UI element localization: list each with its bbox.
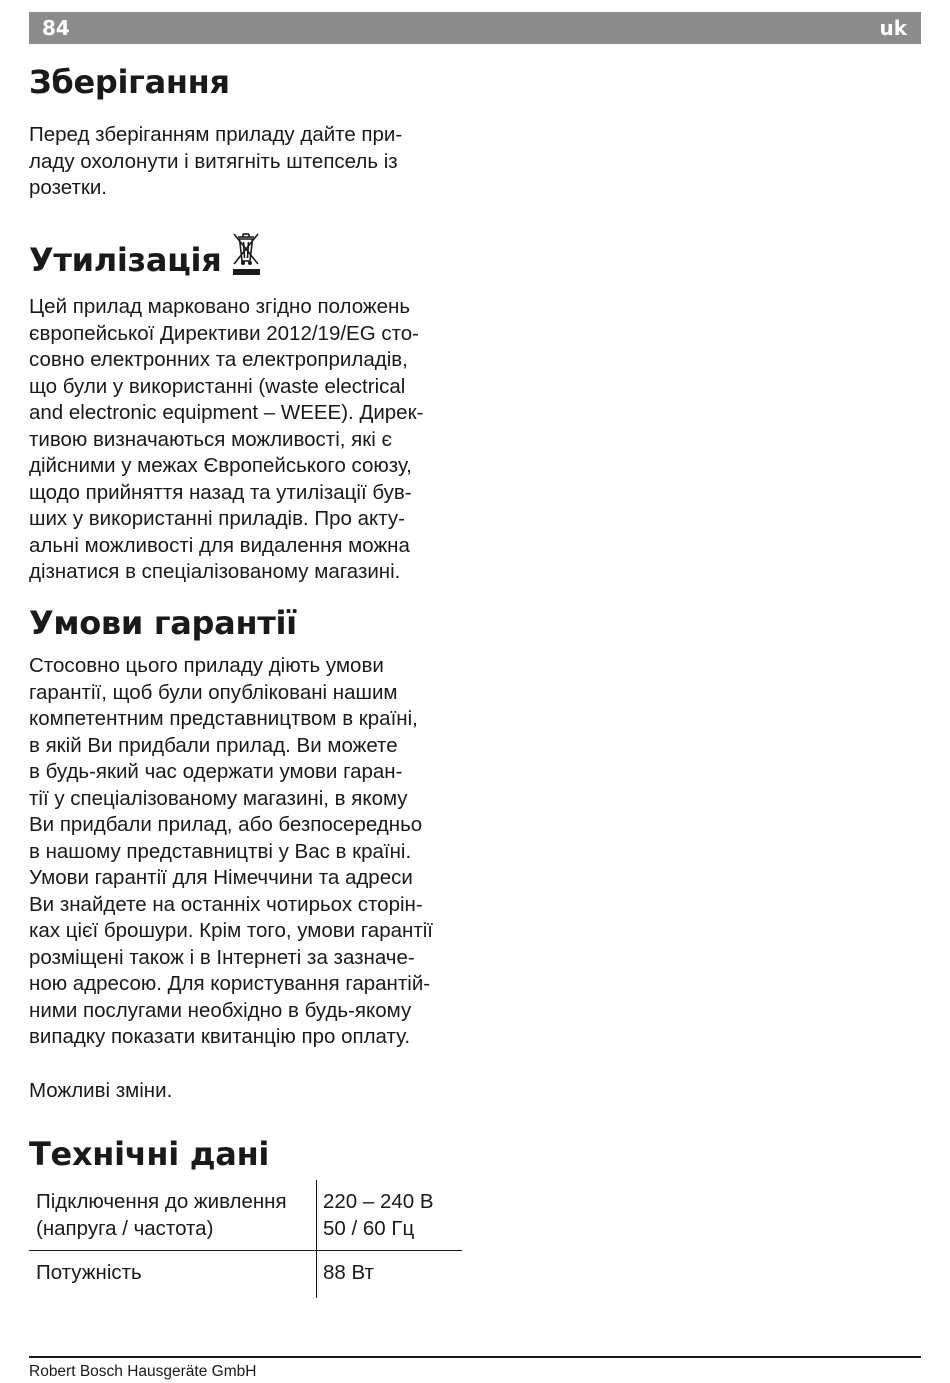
table-row <box>29 1251 462 1298</box>
tech-value: 88 Вт <box>317 1251 463 1298</box>
tech-value: 220 – 240 В 50 / 60 Гц <box>317 1180 463 1251</box>
warranty-text: Стосовно цього приладу діють умови гарантії, щоб були опубліковані нашим компетентним представництвом в країні, в якій Ви придбали прилад. Ви можете в будь-який час одержати умови гаран- тії у спеціалізованому магазині, в якому Ви придбали прилад, або безпосередньо в нашому представництві у Вас в країні. Умови гарантії для Німеччини та адреси Ви знайдете на останніх чотирьох сторін- ках цієї брошури. Крім того, умови гарантії розміщені також і в Інтернеті за зазначе- ною адресою. Для користування гарантій- ними послугами необхідно в будь-якому випадку показати квитанцію про оплату. <box>29 654 433 1048</box>
page-header-bar <box>29 12 921 44</box>
table-row <box>29 1180 462 1251</box>
footer-divider <box>29 1356 921 1358</box>
storage-title: Зберігання <box>29 63 230 101</box>
tech-title: Технічні дані <box>29 1135 270 1173</box>
disposal-text: Цей прилад марковано згідно положень європейської Директиви 2012/19/EG сто- совно електронних та електроприладів, що були у використанні (waste electrical and electronic equipment – WEEE). Дирек- тивою визначаються можливості, які є дійсними у межах Європейського союзу, щодо прийняття назад та утилізації був- ших у використанні приладів. Про акту- альні можливості для видалення можна дізнатися в спеціалізованому магазині. <box>29 295 424 583</box>
disposal-title: Утилізація <box>29 241 222 279</box>
tech-label: Підключення до живлення (напруга / частота) <box>29 1180 317 1251</box>
disposal-heading <box>29 231 469 286</box>
page-number: 84 <box>42 16 70 40</box>
storage-text: Перед зберіганням приладу дайте при- ладу охолонути і витягніть штепсель із розетки. <box>29 123 403 199</box>
language-code: uk <box>879 16 907 40</box>
footer-company: Robert Bosch Hausgeräte GmbH <box>29 1363 257 1380</box>
tech-label: Потужність <box>36 1261 142 1284</box>
warranty-title: Умови гарантії <box>29 604 297 642</box>
section-tech <box>29 1134 469 1174</box>
section-disposal <box>29 231 469 586</box>
changes-note: Можливі зміни. <box>29 1078 173 1102</box>
tech-data-table <box>29 1180 462 1298</box>
section-warranty <box>29 603 469 1104</box>
section-storage <box>29 62 469 202</box>
weee-crossed-bin-icon <box>231 231 261 286</box>
